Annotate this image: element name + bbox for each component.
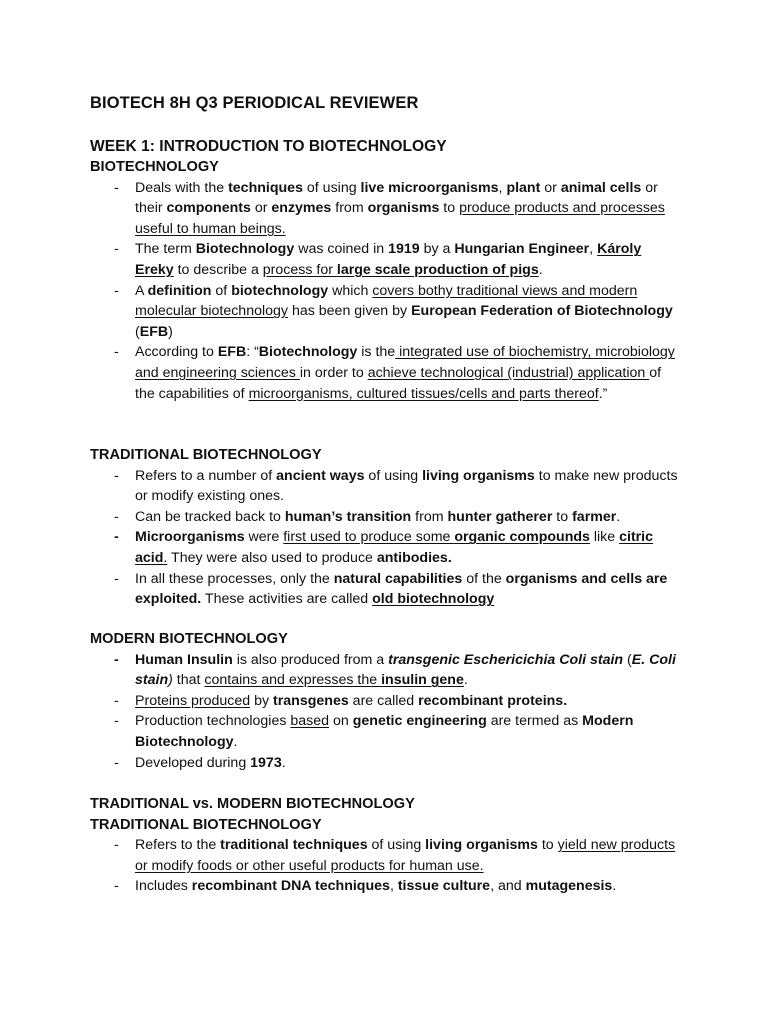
text-run: citric acid <box>135 529 654 566</box>
dash-bullet: - <box>114 837 119 854</box>
text-run: yield new products or modify foods or other useful products for human use. <box>135 837 676 874</box>
list-item <box>90 691 680 712</box>
biotechnology-subheading: BIOTECHNOLOGY <box>90 159 219 175</box>
versus-subheading: TRADITIONAL BIOTECHNOLOGY <box>90 816 322 833</box>
text-run: European Federation of Biotechnology <box>411 303 673 320</box>
text-run: living organisms <box>425 837 538 854</box>
text-run: A <box>135 282 148 299</box>
text-run: EFB <box>217 344 247 361</box>
text-run: : “ <box>246 344 259 361</box>
text-run: Hungarian Engineer <box>454 241 590 258</box>
text-run: insulin gene <box>381 672 464 689</box>
item-text <box>135 180 665 237</box>
section-week1 <box>90 136 690 404</box>
text-run: to make new products or modify existing ones. <box>135 467 678 505</box>
text-run: . <box>163 549 168 566</box>
text-run: EFB <box>139 323 169 340</box>
dash-bullet: - <box>114 651 119 668</box>
dash-bullet: - <box>114 344 119 361</box>
list-item <box>90 876 680 897</box>
text-run: to <box>552 508 573 525</box>
text-run: antibodies. <box>376 549 452 566</box>
text-run: In all these processes, only the <box>135 570 334 587</box>
text-run: enzymes <box>271 200 332 217</box>
text-run: microorganisms, cultured tissues/cells and parts thereof <box>248 385 599 402</box>
text-run: mutagenesis <box>525 878 613 895</box>
traditional-list <box>90 466 690 610</box>
text-run: which <box>328 282 373 299</box>
item-text <box>135 693 567 709</box>
list-item <box>90 527 680 568</box>
text-run: is also produced from a <box>232 651 389 668</box>
text-run: .” <box>598 385 608 402</box>
text-run: traditional techniques <box>220 837 368 854</box>
text-run: human’s transition <box>284 508 412 525</box>
text-run: Developed during <box>135 754 251 771</box>
item-text <box>135 241 641 278</box>
text-run: of the <box>462 570 506 587</box>
text-run: Biotechnology <box>258 344 358 361</box>
text-run: organic compounds <box>454 529 590 546</box>
text-run: old biotechnology <box>372 591 495 608</box>
text-run: According to <box>135 344 218 361</box>
item-text <box>135 755 286 771</box>
text-run: . <box>463 672 468 689</box>
text-run: Human Insulin <box>135 651 233 668</box>
dash-bullet: - <box>114 467 119 484</box>
section-traditional <box>90 445 690 610</box>
dash-bullet: - <box>114 282 119 299</box>
text-run: by a <box>419 241 455 258</box>
text-run: techniques <box>228 179 303 196</box>
text-run: Can be tracked back to <box>135 508 285 525</box>
dash-bullet: - <box>114 754 119 771</box>
text-run: E. Coli stain <box>135 651 676 689</box>
item-text <box>135 468 678 505</box>
text-run: hunter gatherer <box>447 508 553 525</box>
dash-bullet: - <box>114 241 119 258</box>
text-run: of using <box>364 467 423 484</box>
text-run: organisms <box>367 200 440 217</box>
text-run: on <box>329 713 353 730</box>
text-run: contains and expresses the <box>204 672 382 689</box>
week1-heading: WEEK 1: INTRODUCTION TO BIOTECHNOLOGY <box>90 138 447 155</box>
text-run: . <box>616 508 621 525</box>
list-item <box>90 569 680 610</box>
text-run: of using <box>367 837 426 854</box>
versus-heading: TRADITIONAL vs. MODERN BIOTECHNOLOGY <box>90 796 415 812</box>
traditional-heading: TRADITIONAL BIOTECHNOLOGY <box>90 447 322 463</box>
text-run: These activities are called <box>201 591 373 608</box>
section-modern <box>90 629 690 773</box>
text-run: . <box>538 261 543 278</box>
text-run: ) <box>168 323 173 340</box>
text-run: , <box>589 241 598 258</box>
text-run: farmer <box>572 508 617 525</box>
text-run: of using <box>302 179 361 196</box>
text-run: to <box>439 200 460 217</box>
text-run: Includes <box>135 878 192 895</box>
text-run: from <box>331 200 368 217</box>
text-run: . <box>233 733 238 750</box>
dash-bullet: - <box>114 508 119 525</box>
text-run: achieve technological (industrial) application <box>367 364 650 381</box>
text-run: living organisms <box>422 467 535 484</box>
text-run: ancient ways <box>276 467 365 484</box>
text-run: definition <box>147 282 212 299</box>
text-run: are called <box>348 692 419 709</box>
item-text <box>135 344 675 401</box>
text-run: 1973 <box>250 754 282 771</box>
item-text <box>135 713 633 750</box>
text-run: Refers to the <box>135 837 221 854</box>
text-run: The term <box>135 241 196 258</box>
dash-bullet: - <box>114 570 119 587</box>
list-item <box>90 835 680 876</box>
text-run: components <box>166 200 251 217</box>
text-run: transgenes <box>273 692 349 709</box>
list-item <box>90 342 680 404</box>
text-run: in order to <box>299 364 368 381</box>
text-run: Biotechnology <box>195 241 295 258</box>
text-run: has been given by <box>288 303 412 320</box>
item-text <box>135 571 667 608</box>
text-run: that <box>172 672 205 689</box>
text-run: based <box>290 713 330 730</box>
text-run: by <box>250 692 274 709</box>
dash-bullet: - <box>114 878 119 895</box>
text-run: Microorganisms <box>135 529 245 546</box>
dash-bullet: - <box>114 713 119 730</box>
text-run: of <box>211 282 232 299</box>
item-text <box>135 837 675 874</box>
list-item <box>90 178 680 240</box>
text-run: genetic engineering <box>352 713 487 730</box>
text-run: biotechnology <box>231 282 329 299</box>
dash-bullet: - <box>114 179 119 196</box>
text-run: natural capabilities <box>333 570 463 587</box>
modern-heading: MODERN BIOTECHNOLOGY <box>90 631 288 647</box>
text-run: recombinant DNA techniques <box>191 878 390 895</box>
text-run: first used to produce some <box>283 529 455 546</box>
text-run: live microorganisms <box>360 179 499 196</box>
text-run: like <box>589 529 620 546</box>
dash-bullet: - <box>114 529 119 546</box>
text-run: , <box>389 878 398 895</box>
text-run: Production technologies <box>135 713 291 730</box>
text-run: integrated use of biochemistry, microbiology and engineering sciences <box>135 344 675 381</box>
text-run: plant <box>506 179 541 196</box>
text-run: . <box>612 878 617 895</box>
text-run: Refers to a number of <box>135 467 277 484</box>
text-run: covers bothy traditional views and modern molecular biotechnology <box>135 282 638 320</box>
text-run: animal cells <box>560 179 642 196</box>
text-run: transgenic Eschericichia Coli stain <box>388 651 624 668</box>
text-run: are termed as <box>486 713 583 730</box>
list-item <box>90 239 680 280</box>
dash-bullet: - <box>114 692 119 709</box>
list-item <box>90 281 680 343</box>
item-text <box>135 283 673 340</box>
text-run: large scale production of pigs <box>336 261 539 278</box>
text-run: . <box>281 754 286 771</box>
list-item <box>90 753 680 774</box>
list-item <box>90 466 680 507</box>
text-run: ) <box>168 672 173 689</box>
text-run: to <box>537 837 558 854</box>
modern-list <box>90 650 690 774</box>
versus-list <box>90 835 690 897</box>
text-run: They were also used to produce <box>167 549 377 566</box>
text-run: 1919 <box>388 241 420 258</box>
text-run: Deals with the <box>135 179 229 196</box>
text-run: , and <box>490 878 526 895</box>
text-run: Proteins produced <box>135 692 251 709</box>
text-run: of the capabilities of <box>135 364 662 402</box>
document-title: BIOTECH 8H Q3 PERIODICAL REVIEWER <box>90 94 419 112</box>
text-run: or <box>250 200 272 217</box>
item-text <box>135 509 620 525</box>
item-text <box>135 652 676 689</box>
list-item <box>90 507 680 528</box>
item-text <box>135 529 653 566</box>
text-run: , <box>498 179 507 196</box>
text-run: was coined in <box>294 241 389 258</box>
text-run: Modern Biotechnology <box>135 713 634 750</box>
text-run: organisms and cells are exploited. <box>135 570 668 608</box>
text-run: process for <box>262 261 337 278</box>
section-versus <box>90 794 690 897</box>
text-run: or <box>540 179 561 196</box>
text-run: is the <box>357 344 396 361</box>
text-run: tissue culture <box>397 878 491 895</box>
text-run: recombinant proteins. <box>418 692 568 709</box>
item-text <box>135 878 616 894</box>
text-run: or their <box>135 179 658 217</box>
list-item <box>90 650 680 691</box>
text-run: ( <box>135 323 140 340</box>
biotechnology-list <box>90 178 690 405</box>
text-run: ( <box>623 651 632 668</box>
text-run: from <box>411 508 448 525</box>
text-run: produce products and processes useful to human beings. <box>135 200 665 237</box>
text-run: Károly Ereky <box>135 241 642 278</box>
text-run: to describe a <box>173 261 263 278</box>
text-run: were <box>244 529 284 546</box>
list-item <box>90 711 680 752</box>
